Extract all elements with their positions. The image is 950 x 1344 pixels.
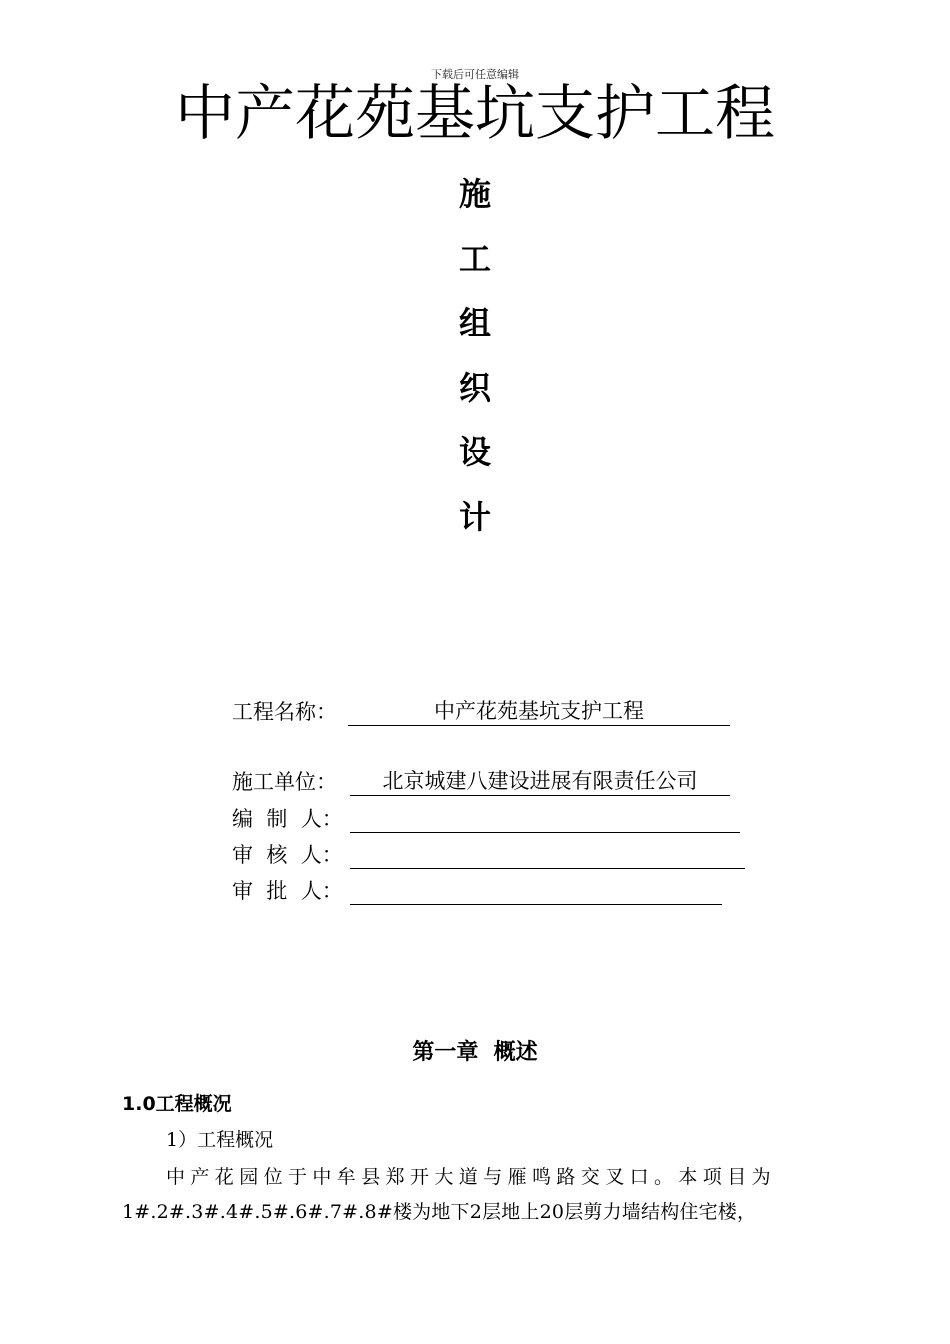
vertical-subtitle-char: 施 [458,175,491,213]
watermark-text: 下载后可任意编辑 [431,68,519,81]
reviewer-label: 审 核 人： [232,843,343,867]
section-heading: 1.0工程概况 [122,1093,232,1115]
sub-heading: 1）工程概况 [166,1129,274,1151]
document-title: 中产花苑基坑支护工程 [175,79,775,149]
vertical-subtitle [0,162,950,549]
vertical-subtitle-char: 计 [458,497,491,536]
body-paragraph [122,1160,828,1230]
vertical-subtitle-char: 设 [458,433,491,471]
vertical-subtitle-char: 组 [458,304,491,342]
project-name-label: 工程名称： [232,700,337,724]
vertical-subtitle-char: 织 [458,368,491,407]
contractor-row [232,767,698,797]
vertical-subtitle-char: 工 [458,239,491,278]
approver-value [350,876,722,905]
approver-row [232,876,343,906]
project-name-row [232,697,644,727]
paragraph-line: 中产花园位于中牟县郑开大道与雁鸣路交叉口。本项目为 [166,1166,777,1188]
contractor-label: 施工单位： [232,770,337,794]
compiler-row [232,804,343,834]
paragraph-line: 1#.2#.3#.4#.5#.6#.7#.8#楼为地下2层地上20层剪力墙结构住宅楼， [122,1201,757,1223]
compiler-value [350,804,740,833]
reviewer-value [350,840,745,869]
approver-label: 审 批 人： [232,879,343,903]
contractor-value: 北京城建八建设进展有限责任公司 [350,767,730,796]
compiler-label: 编 制 人： [232,807,343,831]
chapter-title: 第一章 概述 [412,1040,538,1065]
project-name-value: 中产花苑基坑支护工程 [348,697,730,726]
reviewer-row [232,840,343,870]
